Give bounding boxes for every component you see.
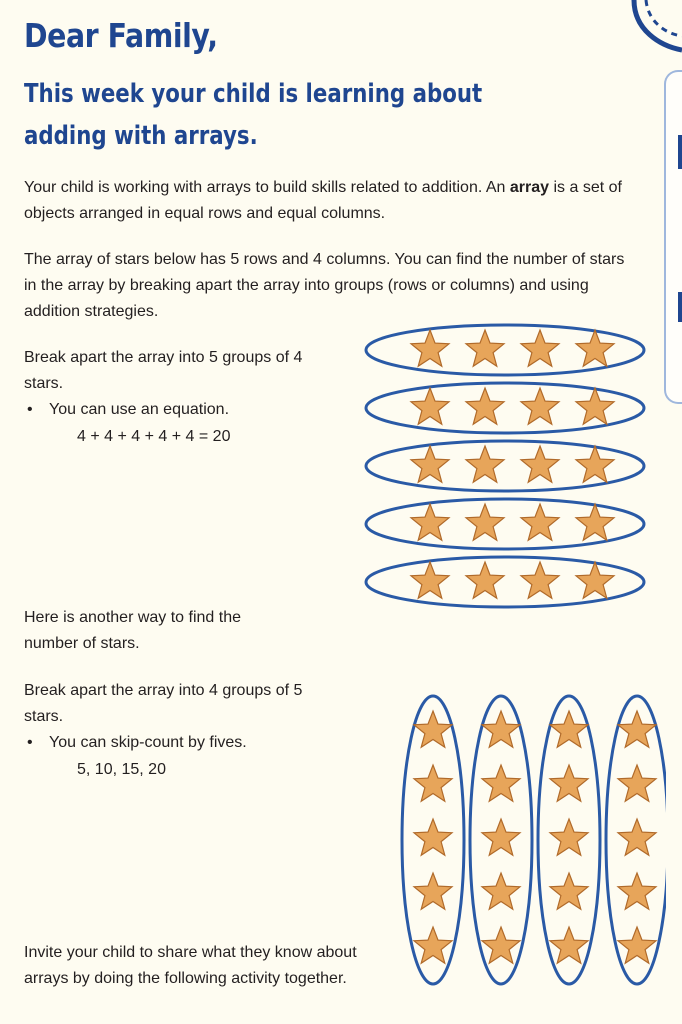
star-icon: [414, 819, 452, 855]
star-icon: [466, 330, 504, 366]
star-icon: [466, 446, 504, 482]
star-icon: [521, 446, 559, 482]
side-card-mark: [678, 135, 682, 169]
star-icon: [618, 873, 656, 909]
side-card-mark: [678, 292, 682, 322]
star-icon: [466, 562, 504, 598]
star-icon: [521, 330, 559, 366]
star-icon: [550, 765, 588, 801]
another-way-text: Here is another way to find the number of stars.: [24, 609, 242, 652]
star-icon: [414, 711, 452, 747]
intro-text-end: is a set of objects arranged in equal rows and equal columns.: [24, 179, 622, 222]
array-description: The array of stars below has 5 rows and 4 columns. You can find the number of stars in the array by breaking apart the array into groups (rows or columns) and using addition strategies.: [24, 251, 625, 320]
star-icon: [618, 711, 656, 747]
star-icon: [550, 711, 588, 747]
star-icon: [414, 873, 452, 909]
intro-text: Your child is working with arrays to build skills related to addition. An: [24, 179, 510, 196]
star-array-columns: [398, 690, 666, 990]
star-icon: [411, 330, 449, 366]
rows-method-text: Break apart the array into 5 groups of 4 stars.: [24, 349, 303, 392]
star-icon: [550, 873, 588, 909]
star-icon: [576, 562, 614, 598]
star-icon: [466, 504, 504, 540]
star-icon: [482, 765, 520, 801]
letter-subtitle: This week your child is learning about adding with arrays.: [24, 79, 483, 151]
star-icon: [521, 388, 559, 424]
star-icon: [482, 819, 520, 855]
star-icon: [618, 819, 656, 855]
star-icon: [411, 446, 449, 482]
star-icon: [482, 873, 520, 909]
star-icon: [618, 765, 656, 801]
star-icon: [550, 819, 588, 855]
star-icon: [482, 927, 520, 963]
star-array-rows: [362, 318, 650, 630]
side-card-edge: [664, 70, 682, 404]
columns-method-bullet: [24, 730, 247, 756]
array-term: array: [509, 179, 550, 196]
star-icon: [411, 562, 449, 598]
intro-paragraph: [24, 175, 634, 227]
greeting-heading: Dear Family,: [24, 16, 218, 55]
bullet-dot: •: [27, 734, 33, 751]
bullet-dot: •: [27, 401, 33, 418]
star-icon: [482, 711, 520, 747]
star-icon: [618, 927, 656, 963]
star-icon: [550, 927, 588, 963]
star-icon: [576, 446, 614, 482]
star-icon: [414, 927, 452, 963]
columns-method-text: Break apart the array into 4 groups of 5 stars.: [24, 682, 303, 725]
star-icon: [411, 504, 449, 540]
star-icon: [414, 765, 452, 801]
rows-equation: 4 + 4 + 4 + 4 + 4 = 20: [77, 428, 231, 445]
star-icon: [576, 388, 614, 424]
invite-paragraph: Invite your child to share what they know about arrays by doing the following activity together.: [24, 944, 357, 987]
star-icon: [521, 562, 559, 598]
star-icon: [576, 504, 614, 540]
star-icon: [466, 388, 504, 424]
star-icon: [411, 388, 449, 424]
corner-swirl-decoration: [620, 0, 682, 70]
star-icon: [521, 504, 559, 540]
skip-count-sequence: 5, 10, 15, 20: [77, 761, 166, 778]
rows-bullet-text: You can use an equation.: [49, 401, 230, 418]
star-icon: [576, 330, 614, 366]
columns-bullet-text: You can skip-count by fives.: [49, 734, 247, 751]
rows-method-bullet: [24, 397, 229, 423]
